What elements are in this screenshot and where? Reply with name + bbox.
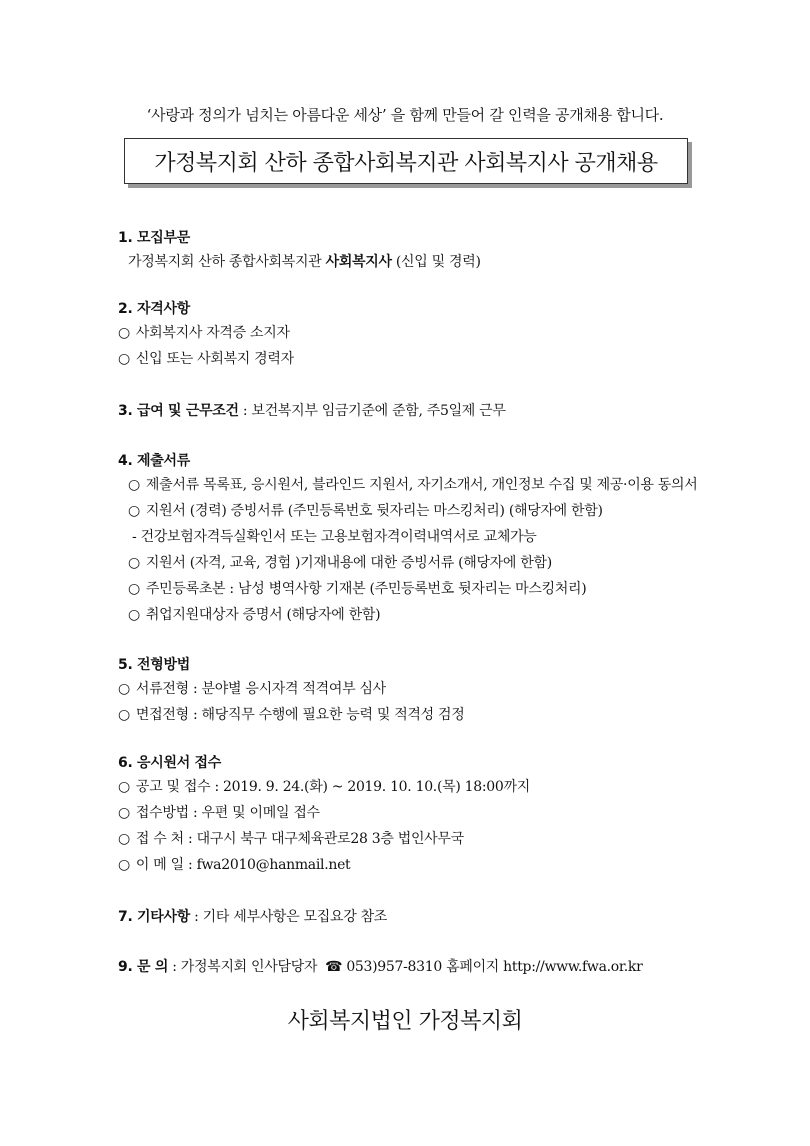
homepage-link: 홈페이지 http://www.fwa.or.kr (441, 959, 643, 975)
phone-number: 053)957-8310 (346, 959, 442, 975)
bullet-icon: ○ (118, 351, 130, 367)
list-item: ○ 공고 및 접수 : 2019. 9. 24.(화) ~ 2019. 10. 10.(목) 18:00까지 (118, 774, 530, 800)
section-selection (118, 654, 464, 728)
section-heading: 4. 제출서류 (118, 453, 190, 469)
section-documents (118, 450, 697, 628)
section-other: 7. 기타사항 : 기타 세부사항은 모집요강 참조 (118, 909, 388, 925)
bullet-icon: ○ (118, 779, 130, 795)
list-item: ○ 서류전형 : 분야별 응시자격 적격여부 심사 (118, 676, 464, 702)
bullet-icon: ○ (118, 707, 130, 723)
section-heading: 7. 기타사항 (118, 909, 190, 925)
section-heading: 5. 전형방법 (118, 657, 190, 673)
bullet-icon: ○ (128, 503, 140, 519)
tagline: ‘사랑과 정의가 넘치는 아름다운 세상’ 을 함께 만들어 갈 인력을 공개채용 합니다. (146, 106, 664, 124)
section-qualifications (118, 298, 294, 372)
list-item: ○ 신입 또는 사회복지 경력자 (118, 346, 294, 372)
list-item: ○ 사회복지사 자격증 소지자 (118, 320, 294, 346)
list-item: ○ 면접전형 : 해당직무 수행에 필요한 능력 및 적격성 검정 (118, 702, 464, 728)
section-application (118, 752, 530, 878)
section-heading: 6. 응시원서 접수 (118, 755, 221, 771)
section-salary: 3. 급여 및 근무조건 : 보건복지부 임금기준에 준함, 주5일제 근무 (118, 403, 506, 419)
page-title: 가정복지회 산하 종합사회복지관 사회복지사 공개채용 (154, 150, 658, 176)
section-heading: 3. 급여 및 근무조건 (118, 403, 239, 419)
list-item: ○ 지원서 (경력) 증빙서류 (주민등록번호 뒷자리는 마스킹처리) (해당자에 한함) (118, 498, 697, 524)
bullet-icon: ○ (118, 325, 130, 341)
bullet-icon: ○ (128, 607, 140, 623)
bullet-icon: ○ (128, 555, 140, 571)
section-heading: 1. 모집부문 (118, 230, 190, 246)
list-item: ○ 이 메 일 : fwa2010@hanmail.net (118, 852, 530, 878)
list-item: ○ 취업지원대상자 증명서 (해당자에 한함) (118, 602, 697, 628)
bullet-icon: ○ (128, 477, 140, 493)
section-contact: 9. 문 의 : 가정복지회 인사담당자 ☎ 053)957-8310 홈페이지 http://www.fwa.or.kr (118, 954, 642, 980)
list-item: ○ 접수방법 : 우편 및 이메일 접수 (118, 800, 530, 826)
bullet-icon: ○ (118, 831, 130, 847)
bullet-icon: ○ (118, 681, 130, 697)
list-item: ○ 접 수 처 : 대구시 북구 대구체육관로28 3층 법인사무국 (118, 826, 530, 852)
title-box (124, 138, 688, 184)
list-item: ○ 주민등록초본 : 남성 병역사항 기재본 (주민등록번호 뒷자리는 마스킹처리) (118, 576, 697, 602)
recruitment-text: 가정복지회 산하 종합사회복지관 사회복지사 (신입 및 경력) (128, 254, 481, 270)
section-heading: 9. 문 의 (118, 959, 169, 975)
phone-icon: ☎ (325, 959, 343, 975)
list-item: ○ 제출서류 목록표, 응시원서, 블라인드 지원서, 자기소개서, 개인정보 수집 및 제공·이용 동의서 (118, 472, 697, 498)
section-recruitment (118, 227, 481, 275)
bullet-icon: ○ (118, 857, 130, 873)
bullet-icon: ○ (118, 805, 130, 821)
list-item-note: - 건강보험자격득실확인서 또는 고용보험자격이력내역서로 교체가능 (132, 529, 537, 545)
organization-name: 사회복지법인 가정복지회 (287, 1009, 523, 1034)
bullet-icon: ○ (128, 581, 140, 597)
list-item: ○ 지원서 (자격, 교육, 경험 )기재내용에 대한 증빙서류 (해당자에 한함) (118, 550, 697, 576)
section-heading: 2. 자격사항 (118, 301, 190, 317)
